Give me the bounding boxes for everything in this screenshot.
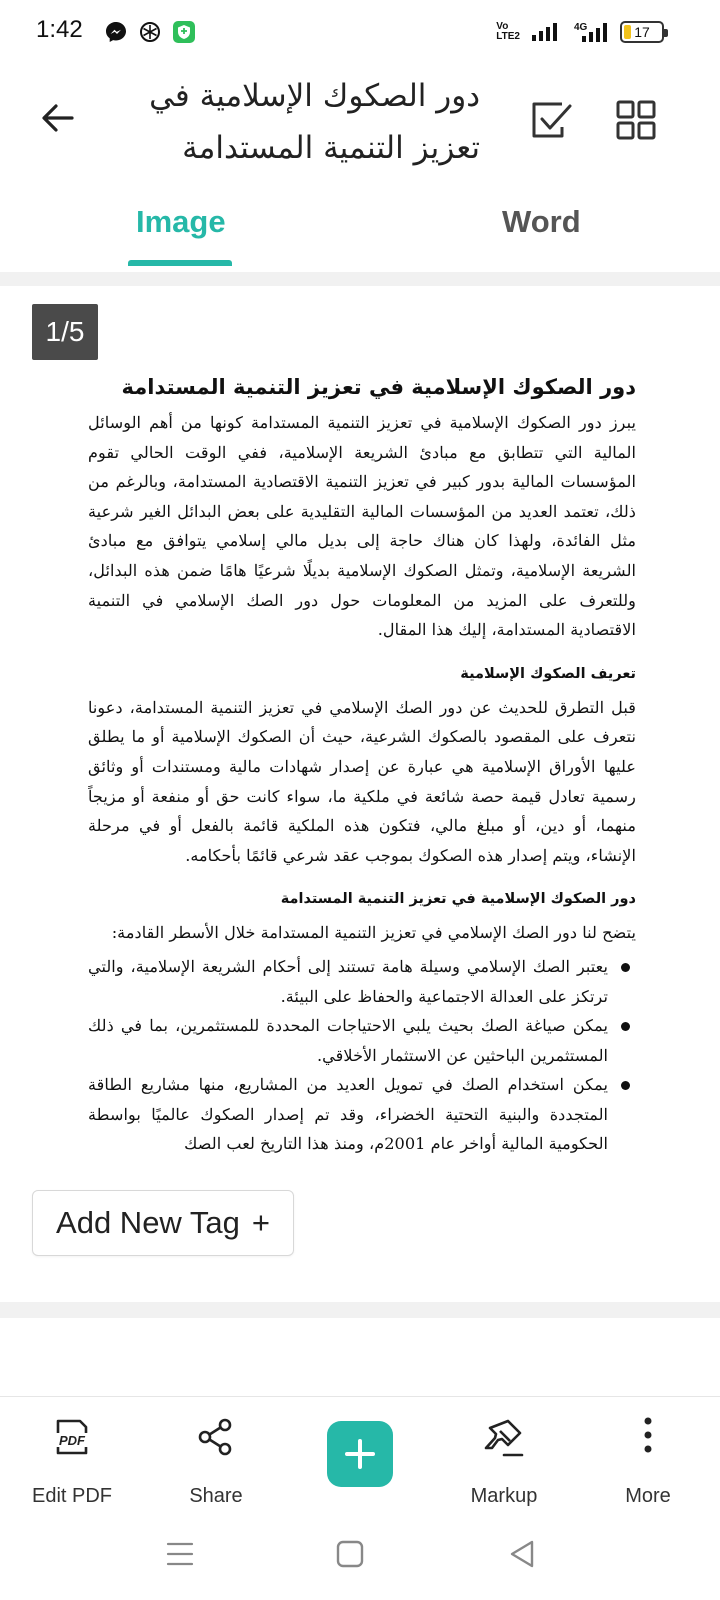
share-button[interactable]	[156, 1397, 276, 1517]
add-new-tag-button[interactable]	[32, 1190, 294, 1256]
messenger-icon	[104, 20, 128, 44]
more-vertical-icon	[626, 1415, 670, 1459]
notification-icons	[104, 20, 196, 44]
bottom-toolbar	[0, 1396, 720, 1516]
section-text-definition: قبل التطرق للحديث عن دور الصك الإسلامي في تعزيز التنمية المستدامة، دعونا نتعرف على المقصود بالصكوك الشرعية، حيث أن الصكوك الإسلامية أو ما يطلق عليها الأوراق الإسلامية هي عبارة عن إصدار شهادات مالية ومستندات أو وثائق رسمية تعادل قيمة حصة شائعة في ملكية ما، سواء كانت حق أو منفعة أو مزيجاً منهما، أو دين، أو مبلغ مالي، فتكون هذه الملكية قائمة بالفعل أو في مرحلة الإنشاء، ويتم إصدار هذه الصكوك بموجب عقد شرعي قائمًا بأحكامه.	[88, 697, 636, 865]
share-icon	[194, 1415, 238, 1459]
tab-word[interactable]: Word	[502, 204, 581, 239]
home-icon[interactable]	[332, 1536, 368, 1572]
document-page-image[interactable]	[0, 286, 720, 1302]
list-item: يمكن استخدام الصك في تمويل العديد من المشاريع، منها مشاريع الطاقة المتجددة والبنية التحتية الخضراء، وقد تم إصدار الصكوك عالميًا بواسطة الحكومية المالية أواخر عام 2001م، ومنذ هذا التاريخ لعب الصك	[88, 1070, 636, 1159]
more-button[interactable]	[588, 1397, 708, 1517]
app-header	[0, 66, 720, 176]
view-tabs	[0, 190, 720, 270]
signal-strength-icon	[530, 21, 562, 43]
select-check-icon[interactable]	[528, 96, 576, 144]
signal-4g-icon	[572, 20, 610, 44]
section-heading-role: دور الصكوك الإسلامية في تعزيز التنمية المستدامة	[280, 891, 636, 908]
document-title: دور الصكوك الإسلامية في تعزيز التنمية المستدامة	[149, 78, 480, 166]
plus-icon	[343, 1437, 377, 1471]
recent-apps-icon[interactable]	[162, 1536, 198, 1572]
document-heading: دور الصكوك الإسلامية في تعزيز التنمية المستدامة	[121, 375, 636, 399]
svg-text:PDF: PDF	[59, 1433, 85, 1448]
svg-text:4G: 4G	[574, 22, 588, 33]
markup-label: Markup	[470, 1485, 538, 1507]
more-label: More	[625, 1485, 671, 1507]
list-item: يمكن صياغة الصك بحيث يلبي الاحتياجات المحددة للمستثمرين، بما في ذلك المستثمرين الباحثين عن الاستثمار الأخلاقي.	[88, 1011, 636, 1070]
grid-view-icon[interactable]	[612, 96, 660, 144]
document-intro: يبرز دور الصكوك الإسلامية في تعزيز التنمية المستدامة كونها من أهم الوسائل المالية التي تتطابق مع مبادئ الشريعة الإسلامية، ففي الوقت الحالي تقوم المؤسسات المالية بدور كبير في تعزيز التنمية الاقتصادية المستدامة، وبالرغم من ذلك، تعتمد العديد من المؤسسات المالية التقليدية على بعض البدائل الغير شرعية مثل الفائدة، ولهذا كان هناك حاجة إلى بديل مالي إسلامي يتوافق مع مبادئ الشريعة الإسلامية، وتمثل الصكوك الإسلامية بديلًا شرعيًا هامًا ضمن هذه البدائل، وللتعرف على المزيد من المعلومات حول دور الصك الإسلامي في التنمية الاقتصادية المستدامة، إليك هذا المقال.	[88, 413, 636, 640]
shield-app-icon	[172, 20, 196, 44]
battery-level: 17	[634, 24, 650, 40]
status-right-icons	[496, 20, 664, 44]
back-nav-icon[interactable]	[504, 1536, 540, 1572]
markup-button[interactable]	[444, 1397, 564, 1517]
list-item: يعتبر الصك الإسلامي وسيلة هامة تستند إلى أحكام الشريعة الإسلامية، والتي ترتكز على العدالة الاجتماعية والحفاظ على البيئة.	[88, 952, 636, 1011]
status-bar	[0, 0, 720, 66]
share-label: Share	[189, 1485, 243, 1507]
chatgpt-icon	[138, 20, 162, 44]
volte-label: Vo LTE2	[496, 21, 520, 42]
active-tab-indicator	[128, 260, 232, 266]
section-intro-role: يتضح لنا دور الصك الإسلامي في تعزيز التنمية المستدامة خلال الأسطر القادمة:	[111, 923, 636, 943]
add-button[interactable]	[327, 1421, 393, 1487]
document-text	[88, 370, 636, 1210]
divider-top	[0, 272, 720, 286]
back-arrow-icon[interactable]	[36, 96, 80, 140]
system-nav-bar	[0, 1522, 720, 1600]
tab-image[interactable]: Image	[136, 204, 226, 239]
battery-icon	[620, 21, 664, 43]
divider-bottom	[0, 1302, 720, 1318]
bullet-list	[88, 952, 636, 1159]
add-tag-plus-icon: +	[251, 1205, 270, 1240]
edit-pdf-label: Edit PDF	[31, 1485, 113, 1507]
edit-pdf-button[interactable]	[12, 1397, 132, 1517]
add-tag-label: Add New Tag	[56, 1205, 240, 1240]
page-counter: 1/5	[32, 304, 98, 360]
pdf-edit-icon	[50, 1415, 94, 1459]
highlighter-icon	[482, 1415, 526, 1459]
status-time: 1:42	[36, 16, 83, 43]
section-heading-definition: تعريف الصكوك الإسلامية	[460, 665, 636, 682]
